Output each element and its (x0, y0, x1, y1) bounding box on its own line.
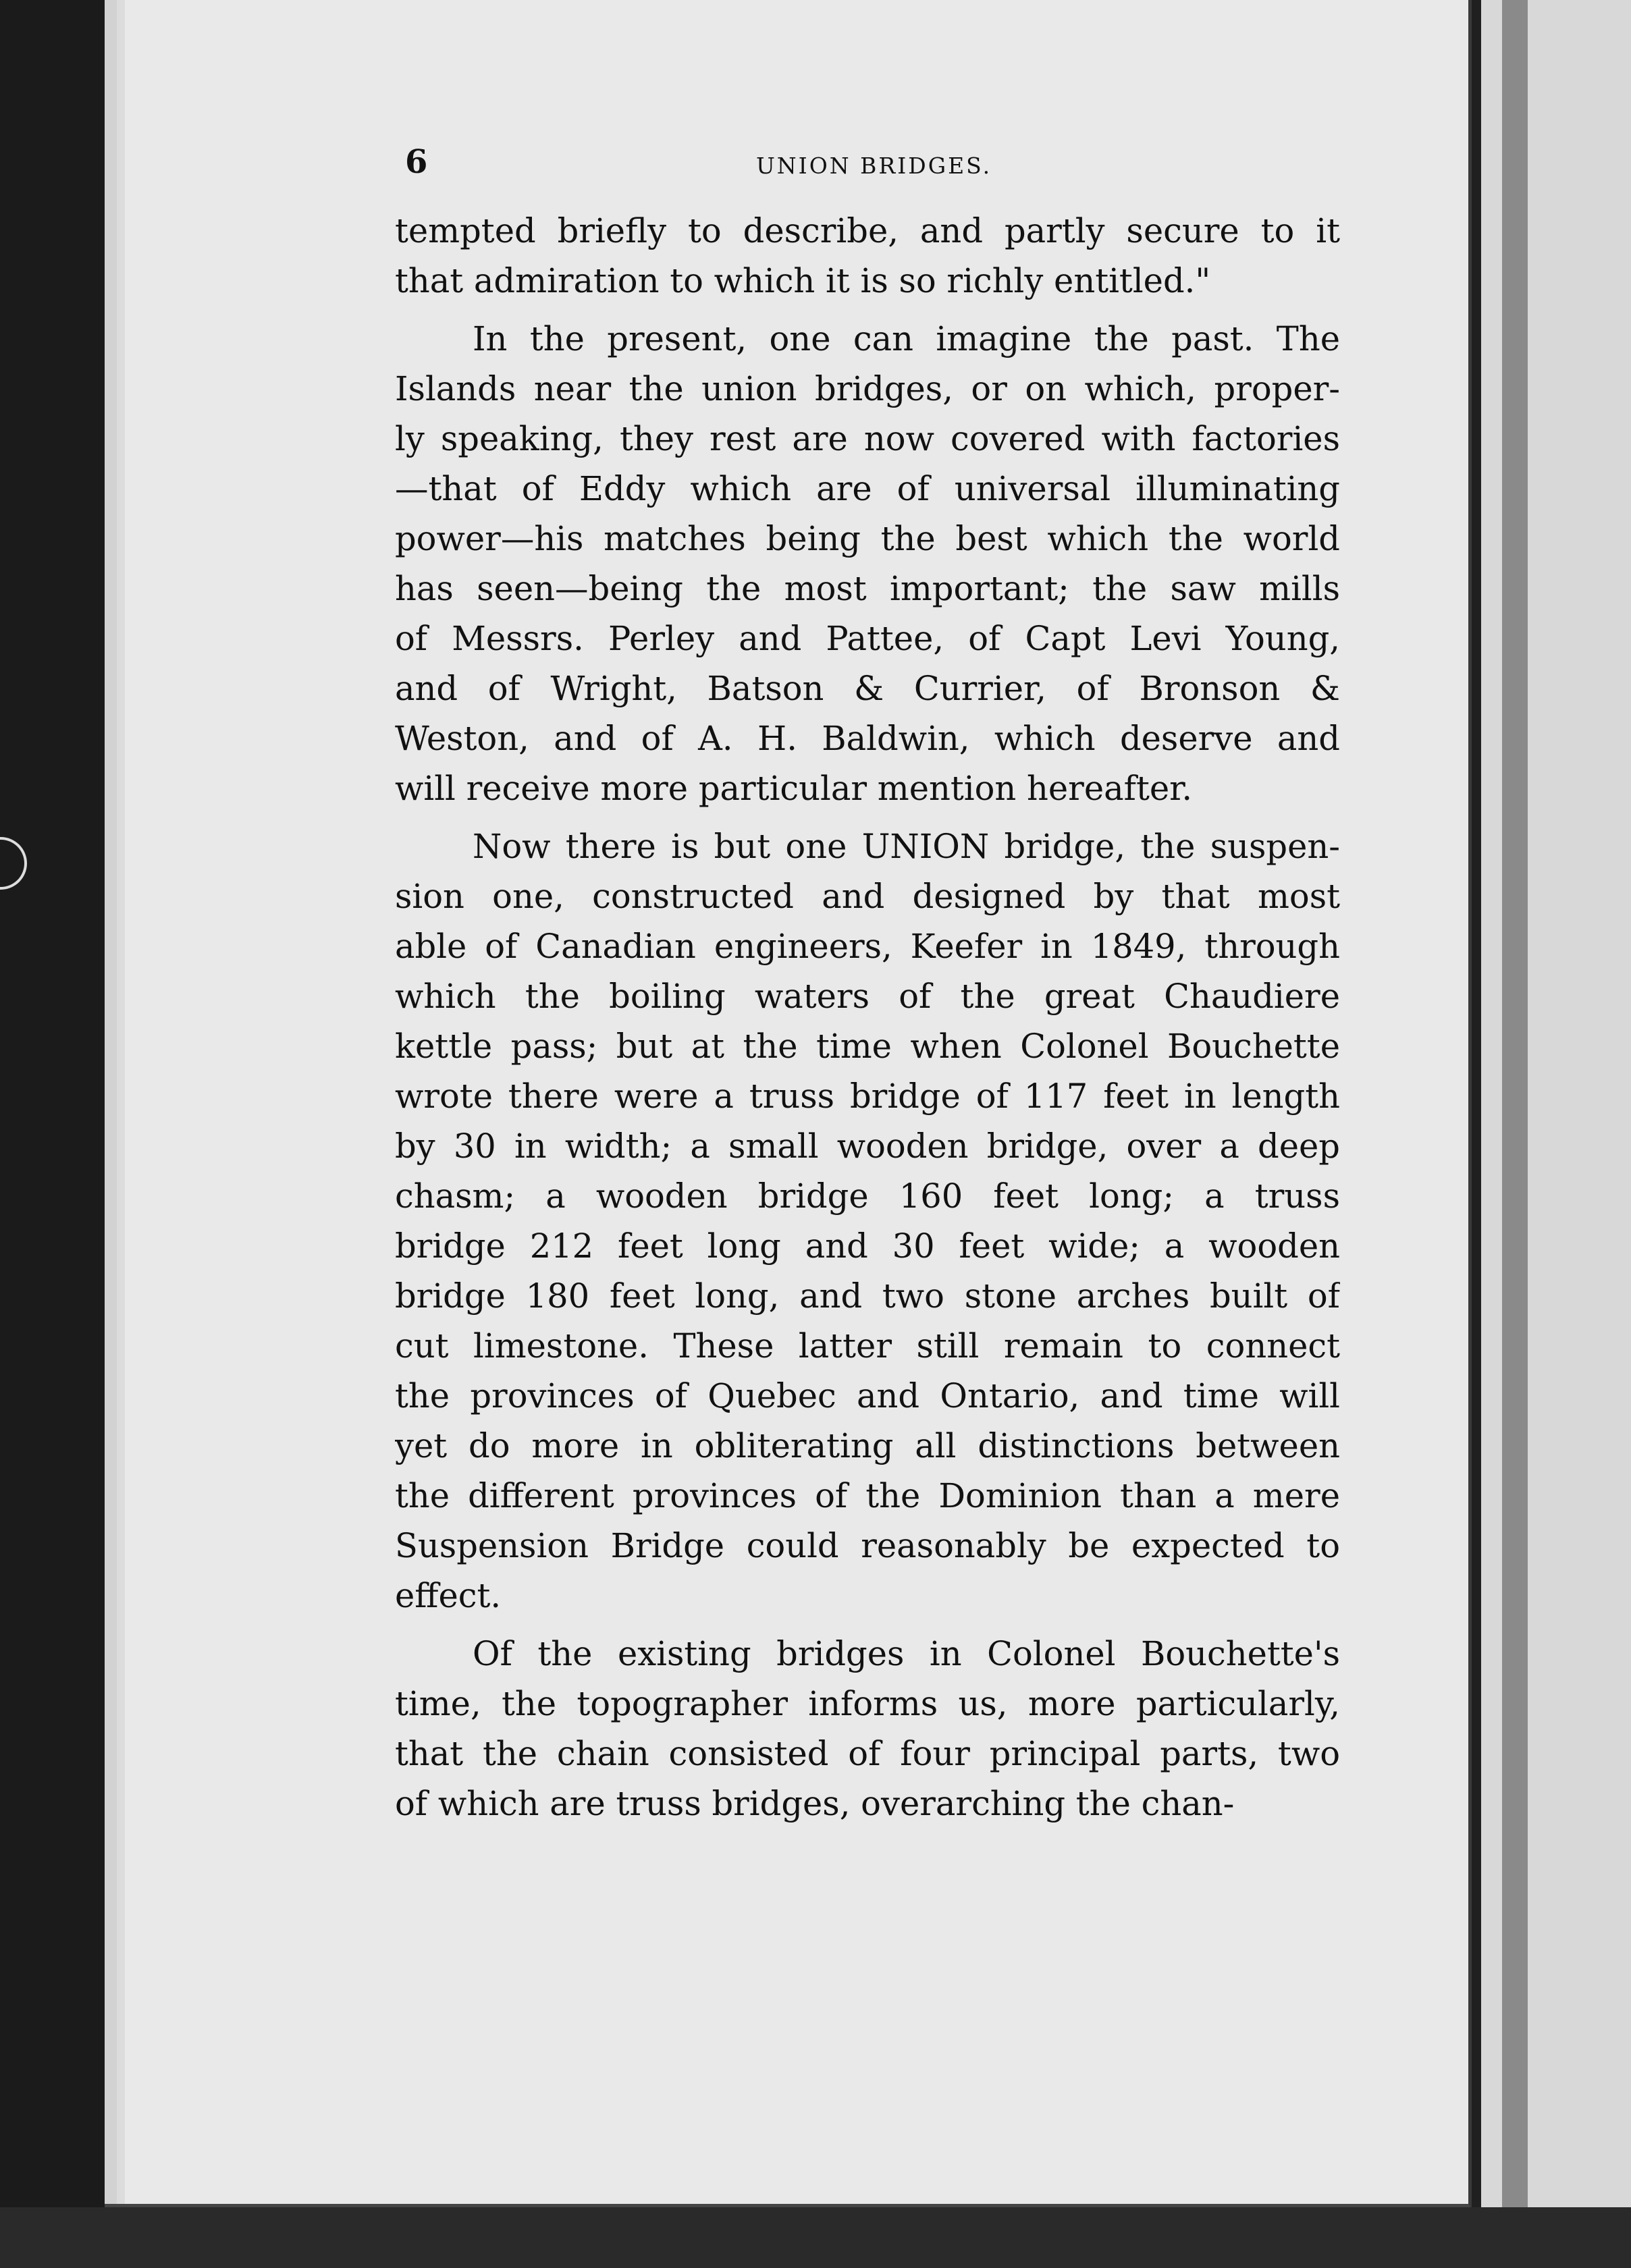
text-line: tempted briefly to describe, and partly secure to it (395, 211, 1340, 250)
text-line: bridge 212 feet long and 30 feet wide; a wooden (395, 1226, 1340, 1266)
text-line: —that of Eddy which are of universal illuminating (395, 469, 1340, 508)
text-line: bridge 180 feet long, and two stone arches built of (395, 1276, 1340, 1316)
margin-mark (0, 837, 27, 890)
text-line: time, the topographer informs us, more particularly, (395, 1684, 1340, 1723)
text-line: and of Wright, Batson & Currier, of Bronson & (395, 669, 1340, 708)
text-line: effect. (395, 1576, 502, 1615)
text-line: Now there is but one UNION bridge, the suspen- (473, 827, 1340, 866)
text-line: Suspension Bridge could reasonably be expected to (395, 1526, 1340, 1565)
facing-page-edge (1472, 0, 1631, 2268)
text-line: cut limestone. These latter still remain to connect (395, 1326, 1340, 1366)
text-line: kettle pass; but at the time when Colonel Bouchette (395, 1027, 1340, 1066)
text-line: by 30 in width; a small wooden bridge, over a deep (395, 1127, 1340, 1166)
body-text (395, 206, 1340, 1837)
text-line: that admiration to which it is so richly entitled." (395, 261, 1211, 300)
scan-bottom-border (0, 2207, 1631, 2268)
text-line: of which are truss bridges, overarching the chan- (395, 1784, 1235, 1823)
text-line: Weston, and of A. H. Baldwin, which deserve and (395, 719, 1340, 758)
text-line: chasm; a wooden bridge 160 feet long; a truss (395, 1177, 1340, 1216)
text-line: Islands near the union bridges, or on which, proper- (395, 369, 1340, 408)
text-line: yet do more in obliterating all distinctions between (395, 1426, 1340, 1465)
page-number: 6 (405, 143, 428, 181)
text-line: the provinces of Quebec and Ontario, and time will (395, 1376, 1340, 1415)
text-line: has seen—being the most important; the saw mills (395, 569, 1340, 608)
paragraph (395, 1629, 1340, 1829)
paragraph (395, 821, 1340, 1621)
text-line: Of the existing bridges in Colonel Bouchette's (473, 1634, 1340, 1673)
text-line: sion one, constructed and designed by that most (395, 877, 1340, 916)
text-line: power—his matches being the best which the world (395, 519, 1340, 558)
text-line: In the present, one can imagine the past. The (473, 319, 1340, 358)
paragraph (395, 314, 1340, 813)
paragraph (395, 206, 1340, 306)
text-line: the different provinces of the Dominion than a mere (395, 1476, 1340, 1515)
text-line: which the boiling waters of the great Chaudiere (395, 977, 1340, 1016)
gutter-shadow (1502, 0, 1528, 2268)
text-line: that the chain consisted of four principal parts, two (395, 1734, 1340, 1773)
text-line: of Messrs. Perley and Pattee, of Capt Levi Young, (395, 619, 1340, 658)
text-line: wrote there were a truss bridge of 117 feet in length (395, 1077, 1340, 1116)
running-head: UNION BRIDGES. (756, 153, 992, 179)
page-header (405, 143, 1350, 190)
text-line: will receive more particular mention hereafter. (395, 769, 1193, 808)
text-line: able of Canadian engineers, Keefer in 1849, through (395, 927, 1340, 966)
text-line: ly speaking, they rest are now covered with factories (395, 419, 1340, 458)
